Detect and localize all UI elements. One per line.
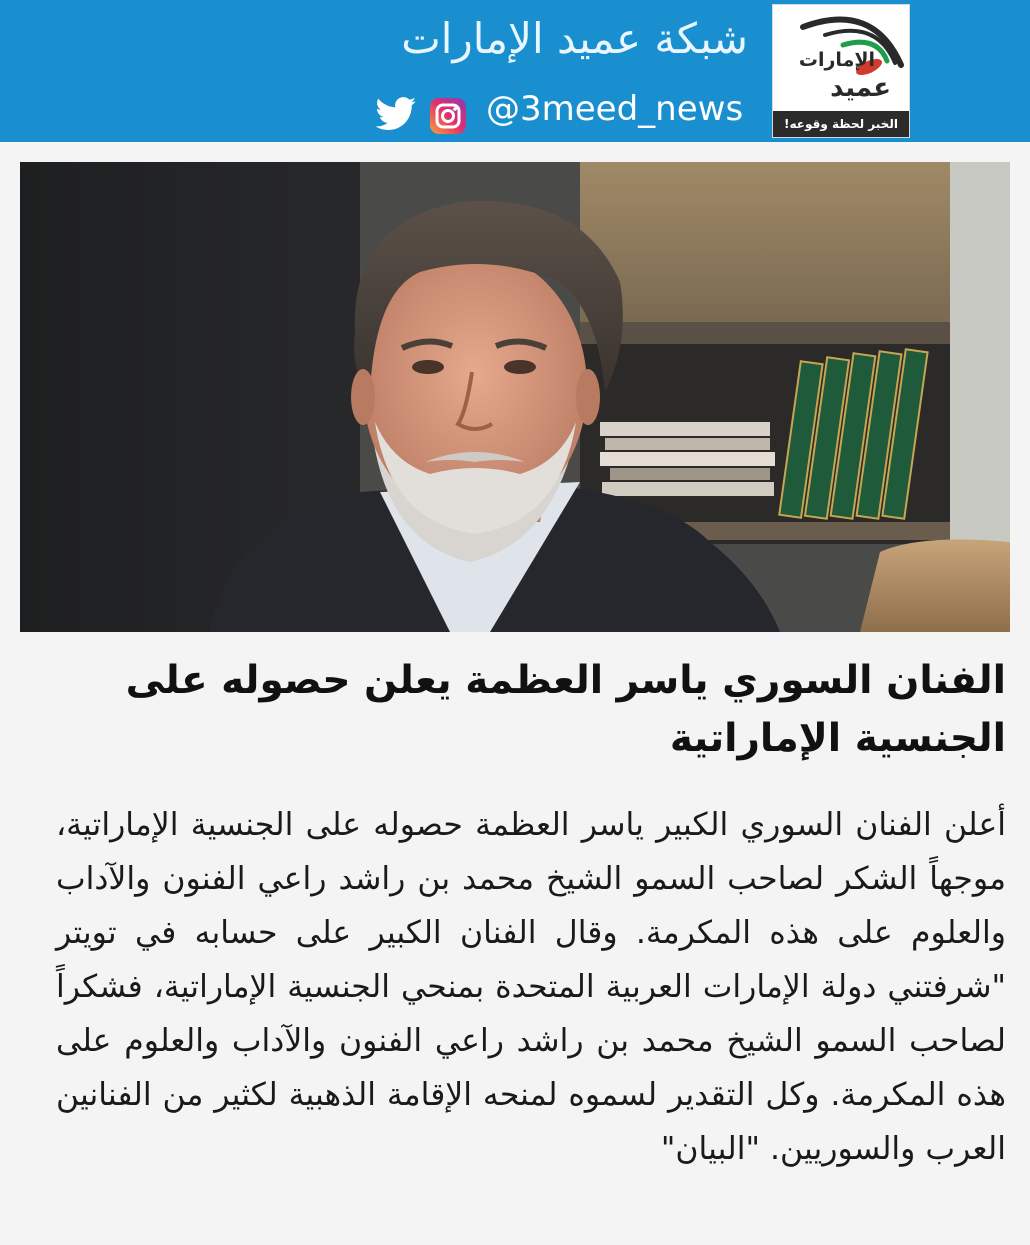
article-headline: الفنان السوري ياسر العظمة يعلن حصوله على الجنسية الإماراتية bbox=[125, 658, 1006, 761]
header-banner bbox=[0, 0, 1030, 142]
instagram-icon[interactable] bbox=[428, 96, 468, 136]
twitter-icon[interactable] bbox=[374, 96, 418, 134]
article-photo bbox=[20, 162, 1010, 632]
article-body: أعلن الفنان السوري الكبير ياسر العظمة حصوله على الجنسية الإماراتية، موجهاً الشكر لصاحب السمو الشيخ محمد بن راشد راعي الفنون والآداب والعلوم على هذه المكرمة. وقال الفنان الكبير على حسابه في تويتر "شرفتني دولة الإمارات العربية المتحدة بمنحي الجنسية الإماراتية، فشكراً لصاحب السمو الشيخ محمد بن راشد راعي الفنون والآداب والعلوم على هذه المكرمة. وكل التقدير لسموه لمنحه الإقامة الذهبية لكثير من الفنانين العرب والسوريين. "البيان" bbox=[56, 807, 1006, 1167]
site-logo[interactable] bbox=[772, 4, 910, 138]
site-title: شبكة عميد الإمارات bbox=[401, 14, 748, 63]
social-handle[interactable]: @3meed_news bbox=[486, 89, 744, 129]
logo-text-top: الإمارات bbox=[798, 49, 875, 71]
logo-slogan: الخبر لحظة وقوعه! bbox=[773, 111, 909, 137]
logo-text-main: عميد bbox=[830, 73, 891, 103]
